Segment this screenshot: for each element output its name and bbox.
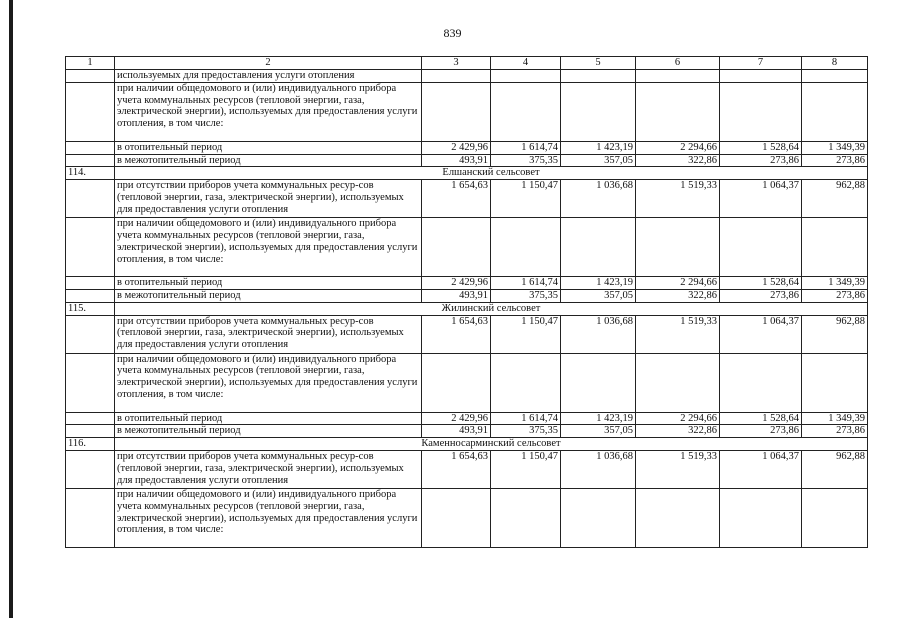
value-cell — [720, 70, 802, 83]
row-number-cell — [66, 353, 115, 412]
value-cell: 493,91 — [422, 425, 491, 438]
value-cell: 1 614,74 — [491, 412, 561, 425]
value-cell: 375,35 — [491, 154, 561, 167]
value-cell: 1 150,47 — [491, 315, 561, 353]
value-cell — [802, 70, 868, 83]
value-cell: 1 349,39 — [802, 277, 868, 290]
header-cell: 3 — [422, 57, 491, 70]
value-cell: 2 294,66 — [636, 141, 720, 154]
row-number-cell — [66, 450, 115, 488]
value-cell — [720, 82, 802, 141]
value-cell: 1 654,63 — [422, 315, 491, 353]
value-cell — [422, 488, 491, 547]
value-cell: 1 150,47 — [491, 450, 561, 488]
value-cell: 2 429,96 — [422, 141, 491, 154]
value-cell: 1 036,68 — [561, 315, 636, 353]
section-number: 115. — [66, 302, 115, 315]
value-cell: 1 519,33 — [636, 180, 720, 218]
value-cell: 1 528,64 — [720, 141, 802, 154]
non-heating-period-row — [66, 425, 868, 438]
header-cell: 1 — [66, 57, 115, 70]
no-meter-row — [66, 180, 868, 218]
no-meter-row — [66, 450, 868, 488]
header-cell: 4 — [491, 57, 561, 70]
value-cell: 1 614,74 — [491, 277, 561, 290]
section-title: Жилинский сельсовет — [115, 302, 868, 315]
value-cell: 1 423,19 — [561, 141, 636, 154]
value-cell — [720, 488, 802, 547]
section-header-row — [66, 302, 868, 315]
value-cell — [802, 353, 868, 412]
meter-description-row — [66, 82, 868, 141]
row-description: используемых для предоставления услуги отопления — [115, 70, 422, 83]
value-cell: 1 349,39 — [802, 412, 868, 425]
value-cell — [802, 82, 868, 141]
value-cell: 1 036,68 — [561, 180, 636, 218]
value-cell: 375,35 — [491, 289, 561, 302]
value-cell: 1 519,33 — [636, 315, 720, 353]
continuation-row — [66, 70, 868, 83]
value-cell — [636, 353, 720, 412]
value-cell — [422, 218, 491, 277]
row-description: в отопительный период — [115, 412, 422, 425]
value-cell — [491, 70, 561, 83]
section-title: Елшанский сельсовет — [115, 167, 868, 180]
value-cell: 357,05 — [561, 425, 636, 438]
value-cell: 1 064,37 — [720, 180, 802, 218]
value-cell: 357,05 — [561, 289, 636, 302]
value-cell: 962,88 — [802, 180, 868, 218]
value-cell: 1 528,64 — [720, 412, 802, 425]
value-cell: 273,86 — [720, 425, 802, 438]
header-cell: 6 — [636, 57, 720, 70]
row-number-cell — [66, 70, 115, 83]
value-cell: 2 429,96 — [422, 277, 491, 290]
section-number: 116. — [66, 438, 115, 451]
header-cell: 2 — [115, 57, 422, 70]
value-cell — [422, 70, 491, 83]
heating-period-row — [66, 141, 868, 154]
value-cell: 962,88 — [802, 450, 868, 488]
value-cell: 2 294,66 — [636, 277, 720, 290]
row-number-cell — [66, 289, 115, 302]
header-cell: 7 — [720, 57, 802, 70]
value-cell: 1 064,37 — [720, 450, 802, 488]
value-cell: 1 036,68 — [561, 450, 636, 488]
meter-description-row — [66, 353, 868, 412]
value-cell — [802, 488, 868, 547]
meter-description-row — [66, 218, 868, 277]
value-cell — [561, 82, 636, 141]
row-number-cell — [66, 277, 115, 290]
scan-binding-edge — [9, 0, 13, 618]
heating-period-row — [66, 277, 868, 290]
value-cell: 2 294,66 — [636, 412, 720, 425]
value-cell — [636, 218, 720, 277]
row-description: при наличии общедомового и (или) индивидуального прибора учета коммунальных ресурсов (тепловой энергии, газа, электрической энергии), используемых для предоставления услуги отопления, в том числе: — [115, 488, 422, 547]
value-cell: 1 150,47 — [491, 180, 561, 218]
value-cell: 493,91 — [422, 289, 491, 302]
value-cell — [491, 218, 561, 277]
row-number-cell — [66, 488, 115, 547]
value-cell — [720, 353, 802, 412]
row-description: в межотопительный период — [115, 154, 422, 167]
section-header-row — [66, 167, 868, 180]
section-number: 114. — [66, 167, 115, 180]
row-number-cell — [66, 425, 115, 438]
value-cell: 1 528,64 — [720, 277, 802, 290]
value-cell — [802, 218, 868, 277]
table-header-row — [66, 57, 868, 70]
value-cell — [422, 82, 491, 141]
row-description: при отсутствии приборов учета коммунальных ресур-сов (тепловой энергии, газа, электрической энергии), используемых для предоставления услуги отопления — [115, 180, 422, 218]
row-description: при наличии общедомового и (или) индивидуального прибора учета коммунальных ресурсов (тепловой энергии, газа, электрической энергии), используемых для предоставления услуги отопления, в том числе: — [115, 82, 422, 141]
value-cell: 1 349,39 — [802, 141, 868, 154]
row-description: при наличии общедомового и (или) индивидуального прибора учета коммунальных ресурсов (тепловой энергии, газа, электрической энергии), используемых для предоставления услуги отопления, в том числе: — [115, 353, 422, 412]
row-description: при наличии общедомового и (или) индивидуального прибора учета коммунальных ресурсов (тепловой энергии, газа, электрической энергии), используемых для предоставления услуги отопления, в том числе: — [115, 218, 422, 277]
section-title: Каменносарминский сельсовет — [115, 438, 868, 451]
row-description: в отопительный период — [115, 277, 422, 290]
tariff-table — [65, 56, 868, 548]
value-cell: 357,05 — [561, 154, 636, 167]
row-number-cell — [66, 315, 115, 353]
value-cell — [561, 488, 636, 547]
value-cell: 1 064,37 — [720, 315, 802, 353]
row-number-cell — [66, 412, 115, 425]
value-cell: 322,86 — [636, 154, 720, 167]
value-cell — [636, 82, 720, 141]
value-cell: 273,86 — [802, 425, 868, 438]
section-header-row — [66, 438, 868, 451]
row-number-cell — [66, 141, 115, 154]
row-description: в межотопительный период — [115, 289, 422, 302]
meter-description-row — [66, 488, 868, 547]
value-cell: 375,35 — [491, 425, 561, 438]
row-number-cell — [66, 82, 115, 141]
row-description: в отопительный период — [115, 141, 422, 154]
value-cell: 1 614,74 — [491, 141, 561, 154]
value-cell: 1 519,33 — [636, 450, 720, 488]
value-cell — [491, 82, 561, 141]
value-cell: 273,86 — [802, 154, 868, 167]
page-number: 839 — [443, 26, 462, 40]
value-cell: 1 654,63 — [422, 180, 491, 218]
value-cell: 2 429,96 — [422, 412, 491, 425]
row-number-cell — [66, 218, 115, 277]
non-heating-period-row — [66, 154, 868, 167]
row-description: при отсутствии приборов учета коммунальных ресур-сов (тепловой энергии, газа, электрической энергии), используемых для предоставления услуги отопления — [115, 450, 422, 488]
value-cell — [491, 353, 561, 412]
value-cell: 1 654,63 — [422, 450, 491, 488]
value-cell — [561, 218, 636, 277]
value-cell: 322,86 — [636, 289, 720, 302]
heating-period-row — [66, 412, 868, 425]
value-cell — [491, 488, 561, 547]
value-cell — [636, 488, 720, 547]
row-number-cell — [66, 154, 115, 167]
value-cell: 1 423,19 — [561, 277, 636, 290]
row-description: в межотопительный период — [115, 425, 422, 438]
non-heating-period-row — [66, 289, 868, 302]
value-cell: 1 423,19 — [561, 412, 636, 425]
value-cell: 962,88 — [802, 315, 868, 353]
value-cell: 273,86 — [802, 289, 868, 302]
value-cell — [636, 70, 720, 83]
header-cell: 5 — [561, 57, 636, 70]
value-cell — [422, 353, 491, 412]
value-cell: 493,91 — [422, 154, 491, 167]
row-number-cell — [66, 180, 115, 218]
header-cell: 8 — [802, 57, 868, 70]
row-description: при отсутствии приборов учета коммунальных ресур-сов (тепловой энергии, газа, электрической энергии), используемых для предоставления услуги отопления — [115, 315, 422, 353]
no-meter-row — [66, 315, 868, 353]
value-cell — [720, 218, 802, 277]
value-cell: 322,86 — [636, 425, 720, 438]
value-cell — [561, 353, 636, 412]
value-cell: 273,86 — [720, 154, 802, 167]
value-cell — [561, 70, 636, 83]
value-cell: 273,86 — [720, 289, 802, 302]
